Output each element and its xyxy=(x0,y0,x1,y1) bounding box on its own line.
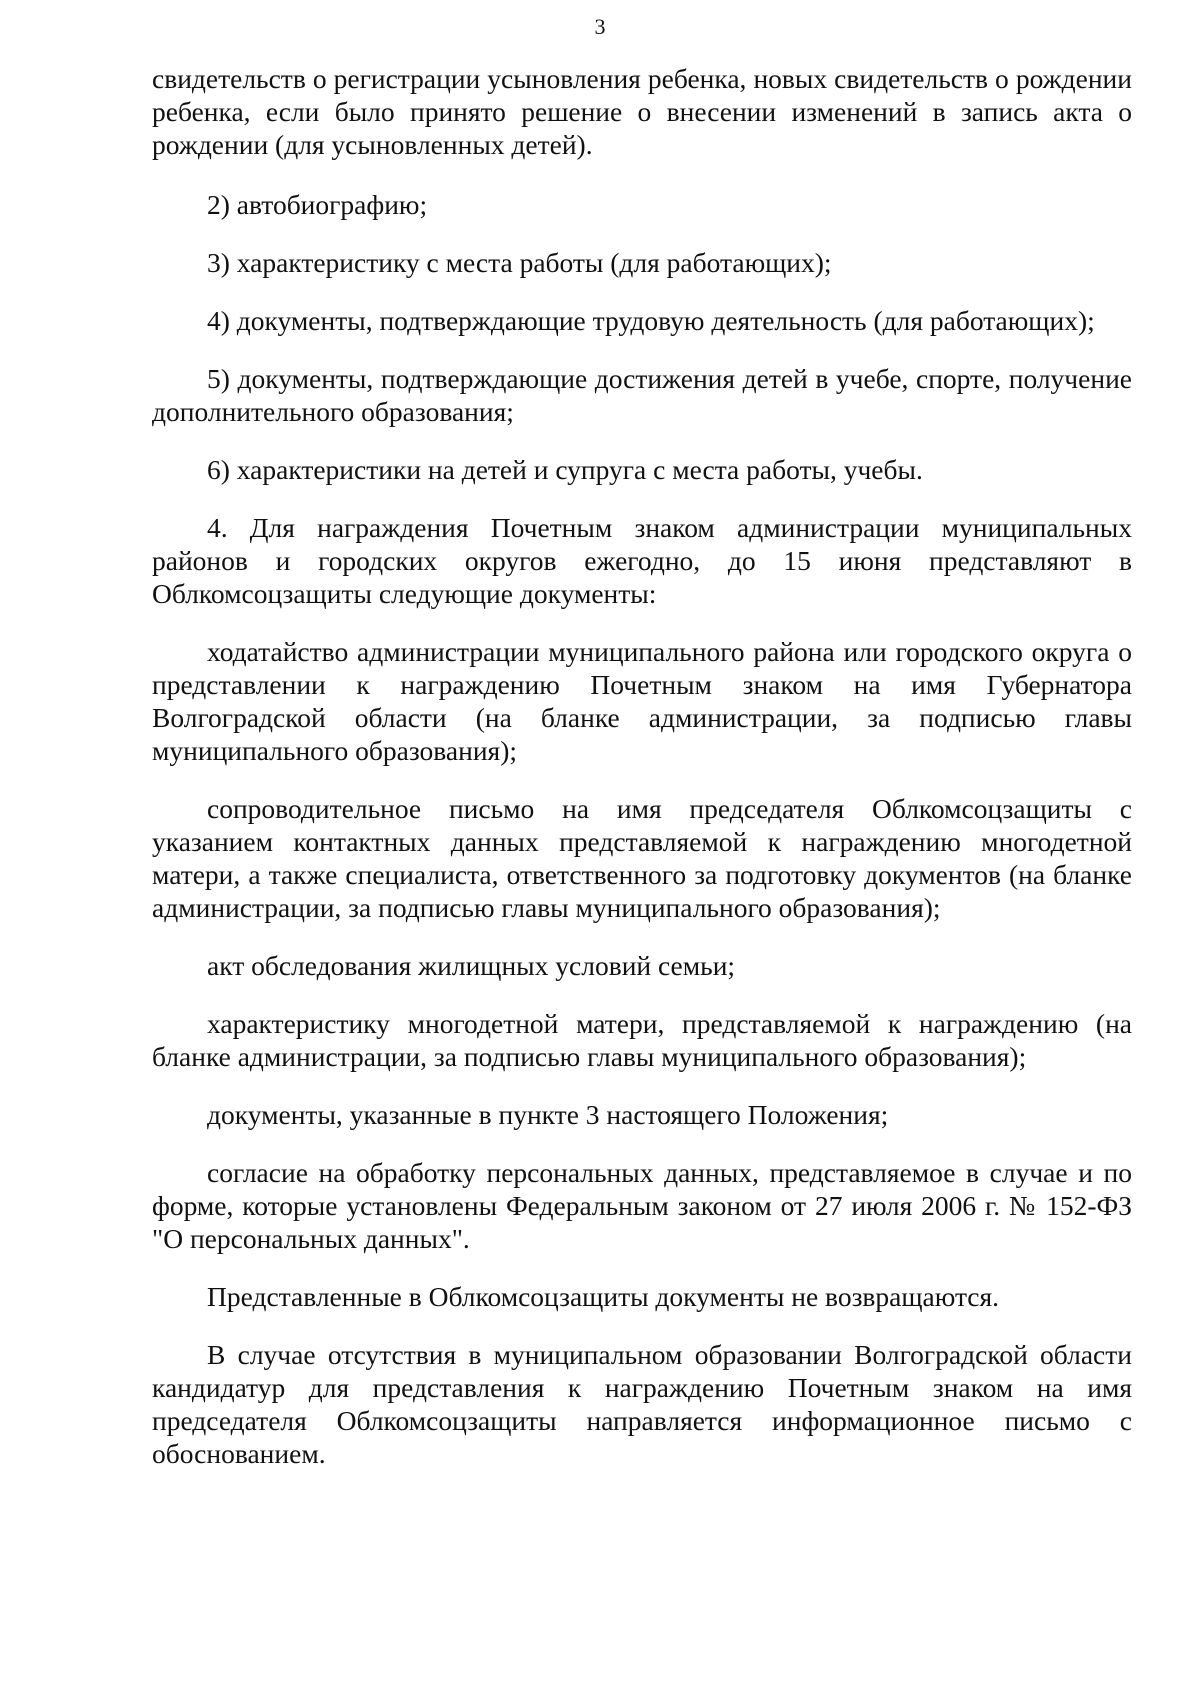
paragraph-mother-characteristic: характеристику многодетной матери, представляемой к награждению (на бланке администрации, за подписью главы муниципального образования); xyxy=(152,1008,1132,1072)
paragraph-item-3: 3) характеристику с места работы (для работающих); xyxy=(207,247,832,278)
paragraph-petition: ходатайство администрации муниципального района или городского округа о представлении к награждению Почетным знаком на имя Губернатора Волгоградской области (на бланке администрации, за подписью главы муниципального образования); xyxy=(152,636,1132,766)
paragraph-section-4: 4. Для награждения Почетным знаком администрации муниципальных районов и городских округов ежегодно, до 15 июня представляют в Облкомсоцзащиты следующие документы: xyxy=(152,512,1132,609)
paragraph-not-returned: Представленные в Облкомсоцзащиты документы не возвращаются. xyxy=(207,1281,1000,1312)
paragraph-item-6: 6) характеристики на детей и супруга с места работы, учебы. xyxy=(207,454,923,485)
paragraph-no-candidates: В случае отсутствия в муниципальном образовании Волгоградской области кандидатур для представления к награждению Почетным знаком на имя председателя Облкомсоцзащиты направляется информационное письмо с обоснованием. xyxy=(152,1339,1132,1469)
paragraph-personal-data-consent: согласие на обработку персональных данных, представляемое в случае и по форме, которые установлены Федеральным законом от 27 июля 2006 г. № 152-ФЗ "О персональных данных". xyxy=(152,1157,1132,1254)
paragraph-housing-act: акт обследования жилищных условий семьи; xyxy=(207,950,736,981)
paragraph-item-2: 2) автобиографию; xyxy=(207,189,428,220)
paragraph-item-5: 5) документы, подтверждающие достижения детей в учебе, спорте, получение дополнительного образования; xyxy=(152,363,1132,427)
document-body xyxy=(152,62,1132,1495)
paragraph-item-4: 4) документы, подтверждающие трудовую деятельность (для работающих); xyxy=(207,305,1095,336)
paragraph-cover-letter: сопроводительное письмо на имя председателя Облкомсоцзащиты с указанием контактных данных представляемой к награждению многодетной матери, а также специалиста, ответственного за подготовку документов (на бланке администрации, за подписью главы муниципального образования); xyxy=(152,793,1132,923)
page-number: 3 xyxy=(594,14,606,39)
paragraph-continuation: свидетельств о регистрации усыновления ребенка, новых свидетельств о рождении ребенка, если было принято решение о внесении изменений в запись акта о рождении (для усыновленных детей). xyxy=(152,63,1132,160)
paragraph-documents-point-3: документы, указанные в пункте 3 настоящего Положения; xyxy=(207,1099,889,1130)
